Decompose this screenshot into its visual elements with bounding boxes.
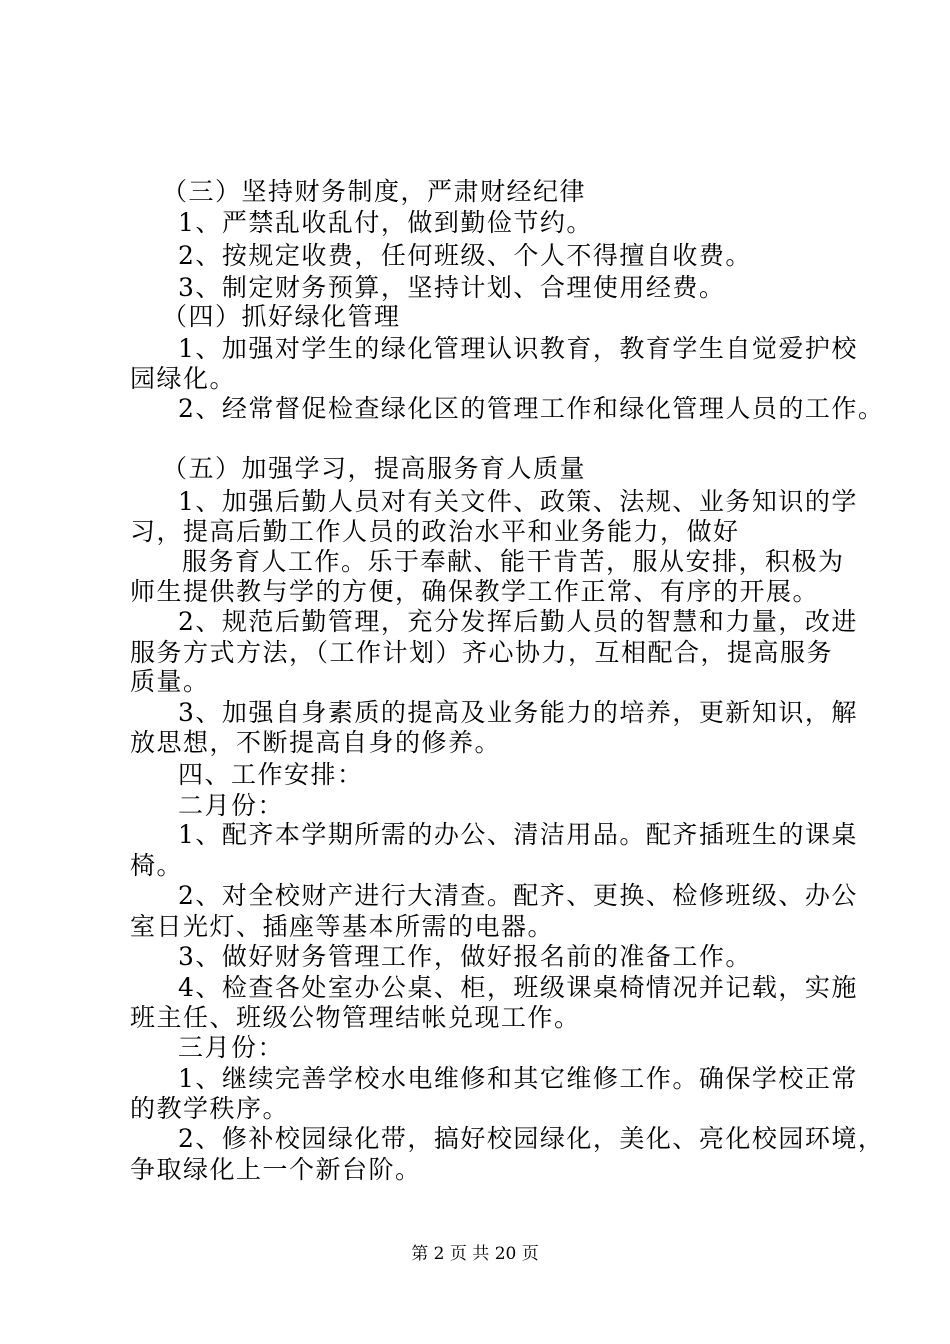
- paragraph-line: 1、严禁乱收乱付，做到勤俭节约。: [178, 208, 593, 237]
- paragraph-line: 3、加强自身素质的提高及业务能力的培养，更新知识，解: [178, 698, 858, 727]
- section-heading: 四、工作安排：: [178, 760, 364, 789]
- paragraph-line: 1、加强后勤人员对有关文件、政策、法规、业务知识的学: [178, 487, 858, 516]
- month-heading: 三月份：: [178, 1033, 285, 1062]
- paragraph-line: 2、经常督促检查绿化区的管理工作和绿化管理人员的工作。: [178, 394, 885, 423]
- month-heading: 二月份：: [178, 791, 285, 820]
- section-heading: （三）坚持财务制度，严肃财经纪律: [162, 177, 587, 206]
- paragraph-line: 2、修补校园绿化带，搞好校园绿化，美化、亮化校园环境，: [178, 1124, 885, 1153]
- paragraph-line: 3、制定财务预算，坚持计划、合理使用经费。: [178, 273, 726, 302]
- paragraph-line: 4、检查各处室办公桌、柜，班级课桌椅情况并记载，实施: [178, 973, 858, 1002]
- paragraph-line: 2、规范后勤管理，充分发挥后勤人员的智慧和力量，改进: [178, 607, 858, 636]
- paragraph-line: 2、按规定收费，任何班级、个人不得擅自收费。: [178, 241, 752, 270]
- paragraph-line: 1、配齐本学期所需的办公、清洁用品。配齐插班生的课桌: [178, 820, 858, 849]
- paragraph-line: 3、做好财务管理工作，做好报名前的准备工作。: [178, 942, 752, 971]
- paragraph-line: 2、对全校财产进行大清查。配齐、更换、检修班级、办公: [178, 881, 858, 910]
- page-number: 第 2 页 共 20 页: [411, 1244, 539, 1264]
- paragraph-line: 1、加强对学生的绿化管理认识教育，教育学生自觉爱护校: [178, 334, 858, 363]
- paragraph-line: 1、继续完善学校水电维修和其它维修工作。确保学校正常: [178, 1064, 858, 1093]
- paragraph-line: 质量。: [130, 667, 210, 696]
- paragraph-line: 服务方式方法，（工作计划）齐心协力，互相配合，提高服务: [130, 638, 834, 667]
- paragraph-line: 的教学秩序。: [130, 1094, 290, 1123]
- paragraph-line: 服务育人工作。乐于奉献、能干肯苦，服从安排，积极为: [182, 547, 845, 576]
- paragraph-line: 放思想，不断提高自身的修养。: [130, 728, 502, 757]
- paragraph-line: 园绿化。: [130, 364, 237, 393]
- paragraph-line: 争取绿化上一个新台阶。: [130, 1155, 422, 1184]
- paragraph-line: 室日光灯、插座等基本所需的电器。: [130, 912, 555, 941]
- paragraph-line: 班主任、班级公物管理结帐兑现工作。: [130, 1003, 581, 1032]
- section-heading: （五）加强学习，提高服务育人质量: [162, 454, 587, 483]
- section-heading: （四）抓好绿化管理: [162, 302, 401, 331]
- paragraph-line: 师生提供教与学的方便，确保教学工作正常、有序的开展。: [130, 577, 820, 606]
- paragraph-line: 习，提高后勤工作人员的政治水平和业务能力，做好: [130, 517, 740, 546]
- paragraph-line: 椅。: [130, 851, 184, 880]
